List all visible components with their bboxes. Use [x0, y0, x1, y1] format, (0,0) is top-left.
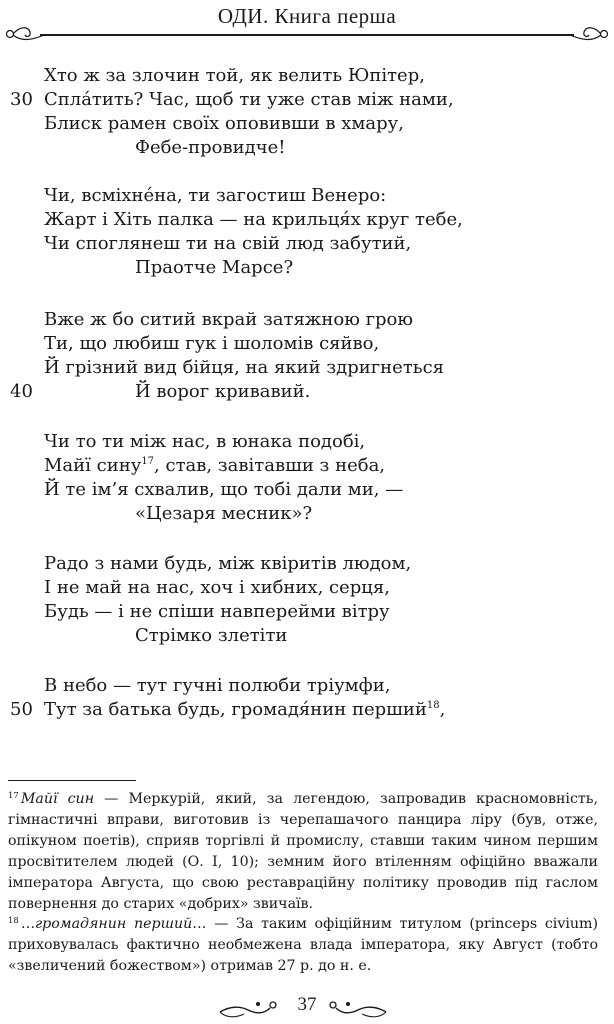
- verse-line: Ти, що любиш гук і шоломів сяйво,: [44, 333, 380, 354]
- verse-line: Фебе-провидче!: [135, 137, 286, 158]
- footnote-ref[interactable]: 17: [141, 456, 155, 467]
- footnote-term: …громадянин перший…: [20, 916, 207, 932]
- footnote-mark: 18: [8, 916, 19, 926]
- verse-text: Майї сину: [44, 455, 142, 476]
- page-title: ОДИ. Книга перша: [217, 4, 397, 28]
- verse-line: Вже ж бо ситий вкрай затяжною грою: [44, 309, 414, 330]
- verse-line: Хто ж за злочин той, як велить Юпітер,: [44, 65, 425, 86]
- verse-line: Чи, всміхне́на, ти загостиш Венеро:: [44, 185, 387, 206]
- line-number: 30: [10, 89, 33, 110]
- header-rule: [40, 34, 574, 36]
- footnote-body: — За таким офіційним титулом (princeps civium) приховувалась фактично необмежена влада імператора, яку Август (тобто «звеличений божеством») отримав 27 р. до н. е.: [8, 916, 599, 974]
- footnote-term: Майї син: [20, 791, 95, 807]
- running-header: [0, 0, 614, 60]
- footnote-rule: [8, 780, 136, 781]
- verse-line: Стрімко злетіти: [135, 625, 288, 646]
- verse-line: Й те ім’я схвалив, що тобі дали ми, —: [44, 479, 404, 500]
- verse-line: Блиск рамен своїх оповивши в хмару,: [44, 113, 404, 134]
- footnote-17: [8, 786, 598, 915]
- footnote-mark: 17: [8, 791, 19, 801]
- verse-line: Жарт і Хіть палка — на крильця́х круг тебе,: [44, 209, 463, 230]
- verse-text: , став, завітавши з неба,: [154, 455, 386, 476]
- verse-line: Радо з нами будь, між квіритів людом,: [44, 553, 412, 574]
- ornament-footer-right-icon: [326, 996, 388, 1020]
- verse-line: «Цезаря месник»?: [135, 503, 313, 524]
- verse-text: ,: [439, 699, 446, 720]
- verse-line: Й ворог кривавий.: [135, 381, 311, 402]
- footnote-body: — Меркурій, який, за легендою, запровадив красномовність, гімнастичні вправи, виготовив із черепашачого панцира ліру (був, отже, опікуном поетів), сприяв торгівлі й промислу, ставши таким чином першим просвітителем людей (О. І, 10); земним його втіленням офіційно вважали імператора Августа, що свою реставраційну політику проводив під гаслом повернення до старих «добрих» звичаїв.: [8, 791, 598, 912]
- verse-line: [44, 454, 385, 478]
- page-number: 37: [297, 994, 317, 1015]
- ornament-right-icon: [570, 22, 610, 48]
- line-number: 50: [10, 699, 33, 720]
- verse-line: Чи то ти між нас, в юнака подобі,: [44, 431, 366, 452]
- line-number: 40: [10, 381, 33, 402]
- footnote-ref[interactable]: 18: [426, 700, 440, 711]
- verse-line: [44, 698, 445, 722]
- verse-line: Й грізний вид бійця, на який здригнеться: [44, 357, 445, 378]
- verse-line: В небо — тут гучні полюби тріумфи,: [44, 675, 391, 696]
- footnote-18: [8, 911, 598, 977]
- verse-line: Чи споглянеш ти на свій люд забутий,: [44, 233, 412, 254]
- verse-line: Праотче Марсе?: [135, 257, 294, 278]
- verse-line: Спла́тить? Час, щоб ти уже став між нами,: [44, 89, 454, 110]
- verse-line: Будь — і не спіши навперейми вітру: [44, 601, 390, 622]
- page-footer: [0, 990, 614, 1024]
- verse-text: Тут за батька будь, громадя́нин перший: [44, 699, 427, 720]
- verse-line: І не май на нас, хоч і хибних, серця,: [44, 577, 390, 598]
